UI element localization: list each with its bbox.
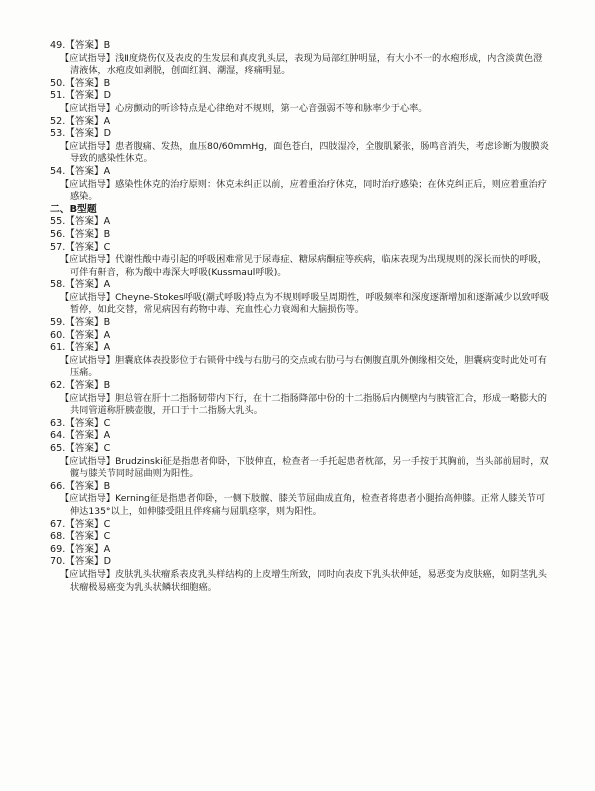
answer-line: 59.【答案】B [50,317,111,329]
guide-paragraph: 【应试指导】心房颤动的听诊特点是心律绝对不规则，第一心音强弱不等和脉率少于心率。 [60,102,428,114]
guide-paragraph: 【应试指导】Kerning征是指患者仰卧，一侧下肢髋、膝关节屈曲成直角，检查者将患者小腿抬高伸膝。正常人膝关节可伸达135°以上，如伸膝受阻且伴疼痛与屈肌痉挛，则为阳性。 [60,493,546,517]
answer-line: 69.【答案】A [50,543,111,555]
answer-line: 66.【答案】B [50,480,111,492]
guide-paragraph: 【应试指导】Cheyne-Stokes呼吸(潮式呼吸)特点为不规则呼吸呈周期性，呼吸频率和深度逐渐增加和逐渐减少以致呼吸暂停，如此交替，常见病因有药物中毒、充血性心力衰竭和大脑损伤等。 [60,291,550,316]
answer-line: 54.【答案】A [50,165,111,177]
section-heading: 二、B型题 [50,203,97,215]
answer-line: 58.【答案】A [50,279,111,291]
answer-line: 64.【答案】A [50,430,111,442]
answer-line: 63.【答案】C [50,417,111,429]
guide-paragraph: 【应试指导】Brudzinski征是指患者仰卧，下肢伸直，检查者一手托起患者枕部，另一手按于其胸前，当头部前屈时，双髋与膝关节同时屈曲则为阳性。 [60,455,549,480]
answer-key-content [50,40,551,594]
answer-line: 55.【答案】A [50,216,111,228]
answer-line: 49.【答案】B [50,40,111,51]
answer-line: 52.【答案】A [50,115,111,127]
answer-line: 50.【答案】B [50,77,111,89]
answer-line: 70.【答案】D [50,556,112,568]
guide-paragraph: 【应试指导】浅Ⅱ度烧伤仅及表皮的生发层和真皮乳头层，表现为局部红肿明显，有大小不一的水疱形成，内含淡黄色澄清液体，水疱皮如剥脱，创面红润、潮湿，疼痛明显。 [60,52,543,77]
guide-paragraph: 【应试指导】胆囊底体表投影位于右锁骨中线与右肋弓的交点或右肋弓与右侧腹直肌外侧缘相交处，胆囊病变时此处可有压痛。 [60,354,547,379]
answer-line: 53.【答案】D [50,128,112,140]
guide-paragraph: 【应试指导】胆总管在肝十二指肠韧带内下行，在十二指肠降部中份的十二指肠后内侧壁内与胰管汇合，形成一略膨大的共同管道称肝胰壶腹，开口于十二指肠大乳头。 [60,392,547,417]
answer-line: 51.【答案】D [50,90,112,102]
answer-line: 62.【答案】B [50,380,111,392]
answer-line: 68.【答案】C [50,531,111,543]
guide-paragraph: 【应试指导】感染性休克的治疗原则：休克未纠正以前，应着重治疗休克，同时治疗感染；在休克纠正后，则应着重治疗感染。 [60,178,547,203]
answer-line: 60.【答案】A [50,329,111,341]
answer-line: 57.【答案】C [50,241,111,253]
guide-paragraph: 【应试指导】代谢性酸中毒引起的呼吸困难常见于尿毒症、糖尿病酮症等疾病，临床表现为出现规则的深长而快的呼吸，可伴有鼾音，称为酸中毒深大呼吸(Kussmaul呼吸)。 [60,254,547,278]
answer-line: 65.【答案】C [50,443,111,454]
guide-paragraph: 【应试指导】患者腹痛、发热，血压80/60mmHg，面色苍白，四肢湿冷，全腹肌紧张，肠鸣音消失，考虑诊断为腹膜炎导致的感染性休克。 [60,140,549,165]
answer-line: 61.【答案】A [50,342,111,354]
answer-line: 67.【答案】C [50,518,111,530]
guide-paragraph: 【应试指导】皮肤乳头状瘤系表皮乳头样结构的上皮增生所致，同时向表皮下乳头状伸延，易恶变为皮肤癌，如阴茎乳头状瘤极易癌变为乳头状鳞状细胞癌。 [60,568,547,593]
answer-line: 56.【答案】B [50,228,111,240]
